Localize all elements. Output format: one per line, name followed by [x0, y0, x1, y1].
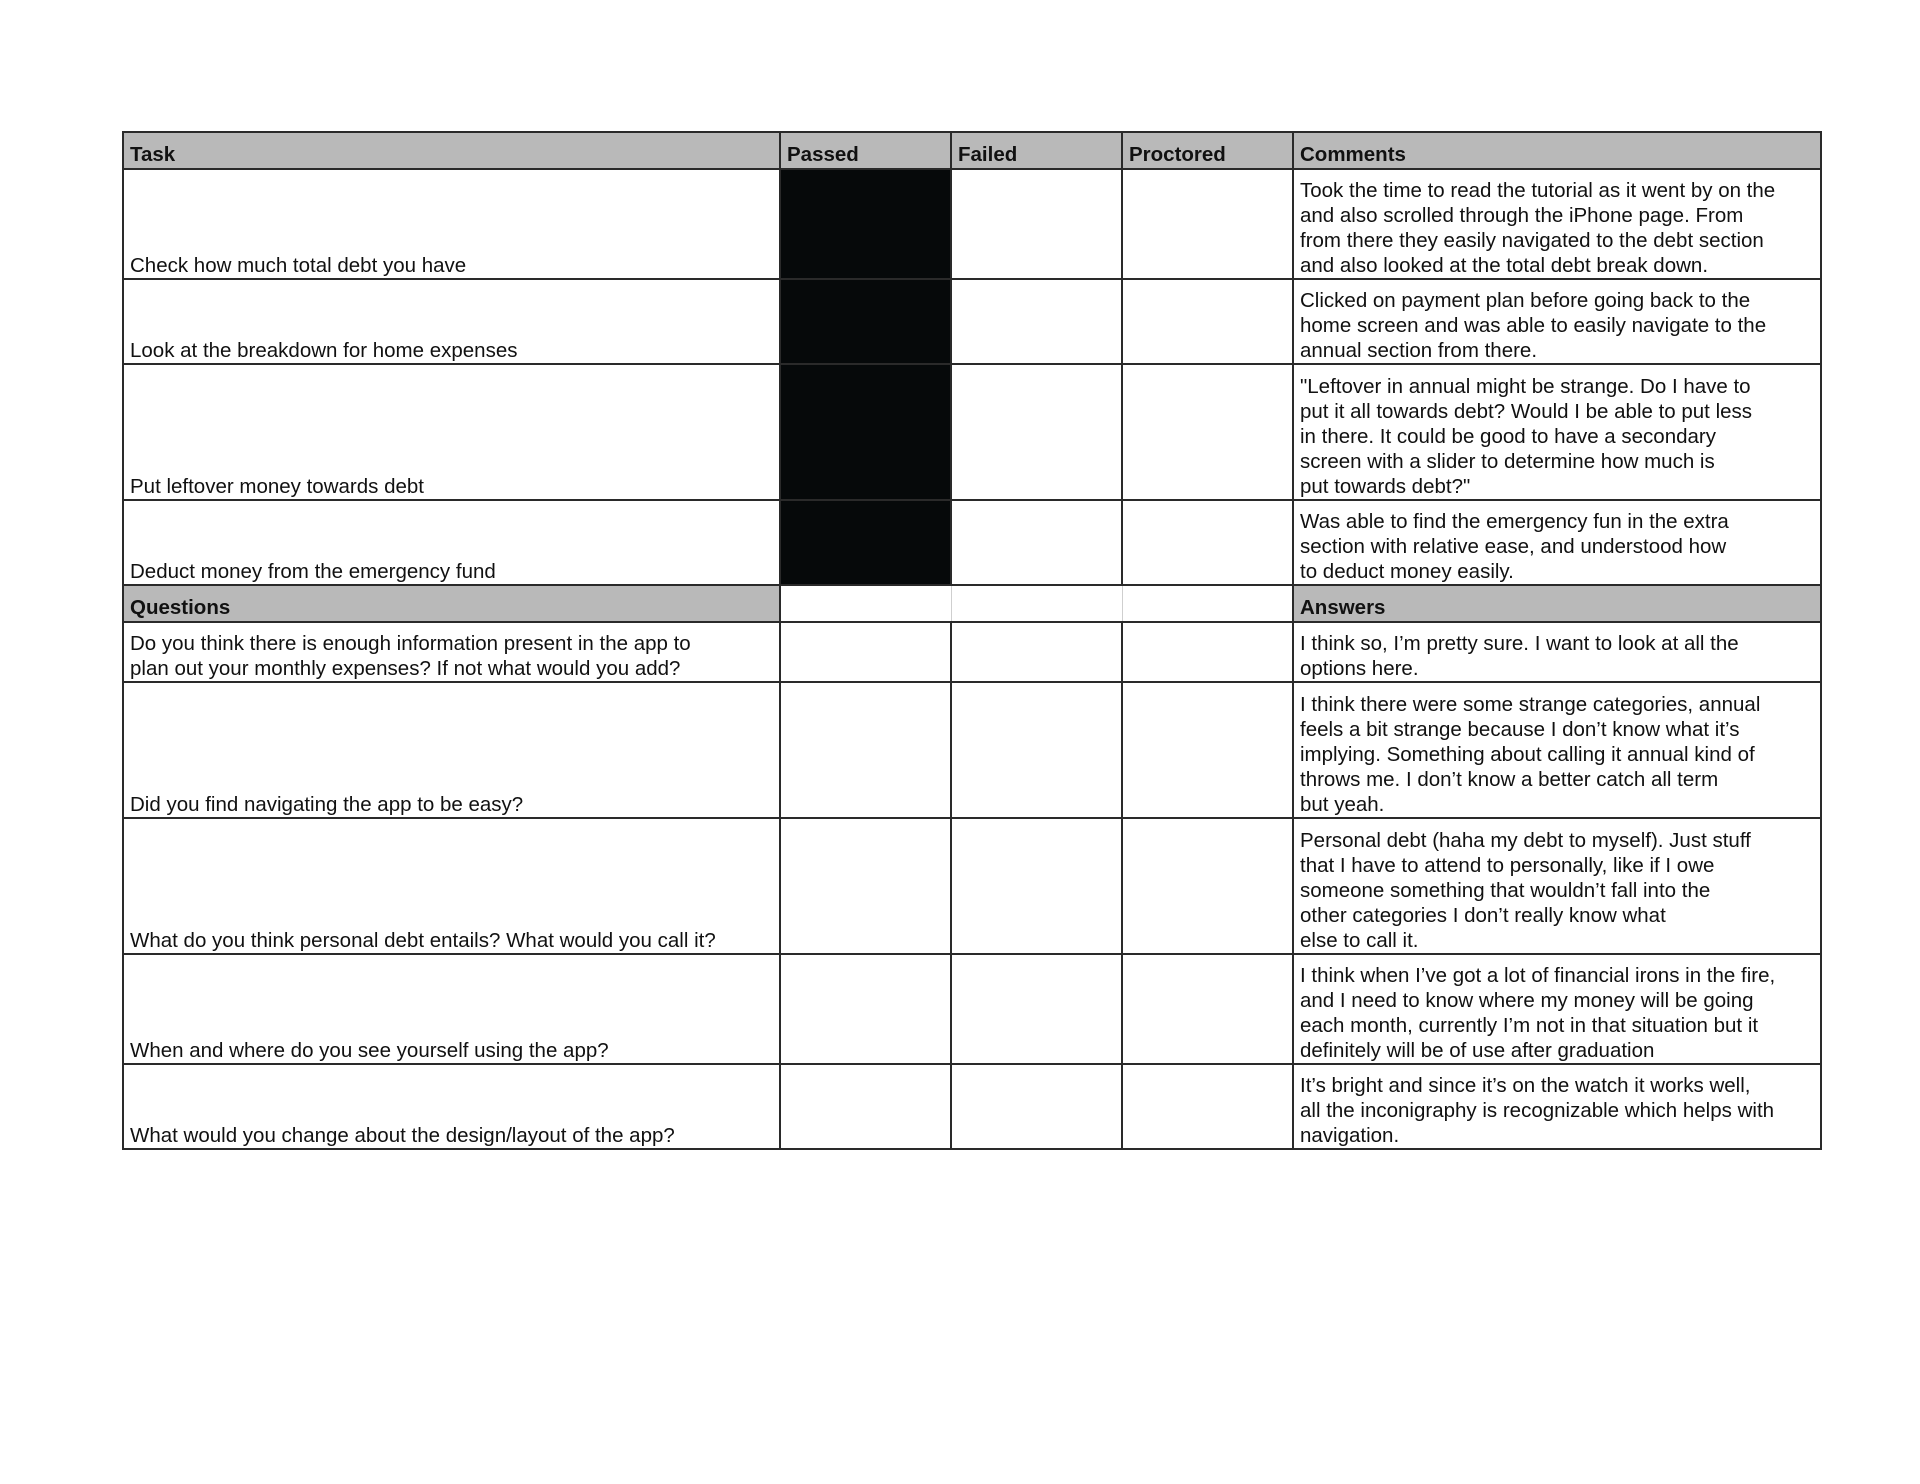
failed-cell: [951, 682, 1122, 818]
question-row: [123, 1064, 1821, 1149]
comment-text: Clicked on payment plan before going back to the home screen and was able to easily navigate to the annual section from there.: [1300, 289, 1767, 362]
question-row: [123, 818, 1821, 954]
question-row: [123, 682, 1821, 818]
question-header-row: [123, 585, 1821, 622]
passed-cell: [780, 682, 951, 818]
question-cell: [123, 622, 780, 682]
failed-cell: [951, 622, 1122, 682]
task-cell: Look at the breakdown for home expenses: [123, 279, 780, 364]
failed-cell: [951, 364, 1122, 500]
answers-column-header: Answers: [1293, 585, 1821, 622]
proctored-cell: [1122, 500, 1293, 585]
passed-cell: [780, 954, 951, 1064]
proctored-cell: [1122, 279, 1293, 364]
comment-cell: [1293, 364, 1821, 500]
task-row: [123, 364, 1821, 500]
question-row: [123, 954, 1821, 1064]
answer-text: I think when I’ve got a lot of financial irons in the fire, and I need to know where my money will be going each month, currently I’m not in that situation but it definitely will be of use after graduation: [1300, 964, 1776, 1062]
proctored-cell: [1122, 682, 1293, 818]
proctored-cell: [1122, 622, 1293, 682]
failed-cell: [951, 1064, 1122, 1149]
answer-cell: [1293, 818, 1821, 954]
passed-column-header: Passed: [780, 132, 951, 169]
passed-mark: [780, 169, 951, 279]
task-cell: Deduct money from the emergency fund: [123, 500, 780, 585]
failed-cell: [951, 169, 1122, 279]
comment-text: Took the time to read the tutorial as it went by on the and also scrolled through the iPhone page. From from there they easily navigated to the debt section and also looked at the total debt break down.: [1300, 179, 1776, 277]
usability-test-table: [122, 131, 1822, 1150]
blank-header-cell: [1122, 585, 1293, 622]
passed-cell: [780, 622, 951, 682]
proctored-cell: [1122, 1064, 1293, 1149]
question-row: [123, 622, 1821, 682]
proctored-cell: [1122, 364, 1293, 500]
proctored-cell: [1122, 954, 1293, 1064]
answer-cell: [1293, 954, 1821, 1064]
question-text: Do you think there is enough information present in the app to plan out your monthly expenses? If not what would you add?: [130, 632, 691, 680]
failed-cell: [951, 818, 1122, 954]
failed-cell: [951, 954, 1122, 1064]
comment-cell: [1293, 500, 1821, 585]
comment-cell: [1293, 279, 1821, 364]
question-cell: What do you think personal debt entails? What would you call it?: [123, 818, 780, 954]
passed-cell: [780, 818, 951, 954]
question-cell: When and where do you see yourself using the app?: [123, 954, 780, 1064]
answer-text: I think there were some strange categories, annual feels a bit strange because I don’t know what it’s implying. Something about calling it annual kind of throws me. I don’t know a better catch all term but yeah.: [1300, 693, 1761, 816]
answer-text: It’s bright and since it’s on the watch it works well, all the inconigraphy is recognizable which helps with navigation.: [1300, 1074, 1775, 1147]
answer-text: I think so, I’m pretty sure. I want to look at all the options here.: [1300, 632, 1739, 680]
proctored-cell: [1122, 169, 1293, 279]
task-row: [123, 169, 1821, 279]
failed-cell: [951, 279, 1122, 364]
passed-cell: [780, 1064, 951, 1149]
answer-cell: [1293, 1064, 1821, 1149]
proctored-cell: [1122, 818, 1293, 954]
proctored-column-header: Proctored: [1122, 132, 1293, 169]
question-cell: What would you change about the design/layout of the app?: [123, 1064, 780, 1149]
task-cell: Check how much total debt you have: [123, 169, 780, 279]
questions-column-header: Questions: [123, 585, 780, 622]
task-cell: Put leftover money towards debt: [123, 364, 780, 500]
blank-header-cell: [951, 585, 1122, 622]
comment-text: Was able to find the emergency fun in the extra section with relative ease, and understood how to deduct money easily.: [1300, 510, 1729, 583]
failed-column-header: Failed: [951, 132, 1122, 169]
answer-text: Personal debt (haha my debt to myself). Just stuff that I have to attend to personally, like if I owe someone something that wouldn’t fall into the other categories I don’t really know what else to call it.: [1300, 829, 1751, 952]
task-row: [123, 279, 1821, 364]
task-header-row: [123, 132, 1821, 169]
task-column-header: Task: [123, 132, 780, 169]
answer-cell: [1293, 622, 1821, 682]
comments-column-header: Comments: [1293, 132, 1821, 169]
passed-mark: [780, 500, 951, 585]
task-row: [123, 500, 1821, 585]
blank-header-cell: [780, 585, 951, 622]
comment-cell: [1293, 169, 1821, 279]
failed-cell: [951, 500, 1122, 585]
passed-mark: [780, 364, 951, 500]
comment-text: "Leftover in annual might be strange. Do I have to put it all towards debt? Would I be able to put less in there. It could be good to have a secondary screen with a slider to determine how much is put towards debt?": [1300, 375, 1753, 498]
answer-cell: [1293, 682, 1821, 818]
question-cell: Did you find navigating the app to be easy?: [123, 682, 780, 818]
passed-mark: [780, 279, 951, 364]
